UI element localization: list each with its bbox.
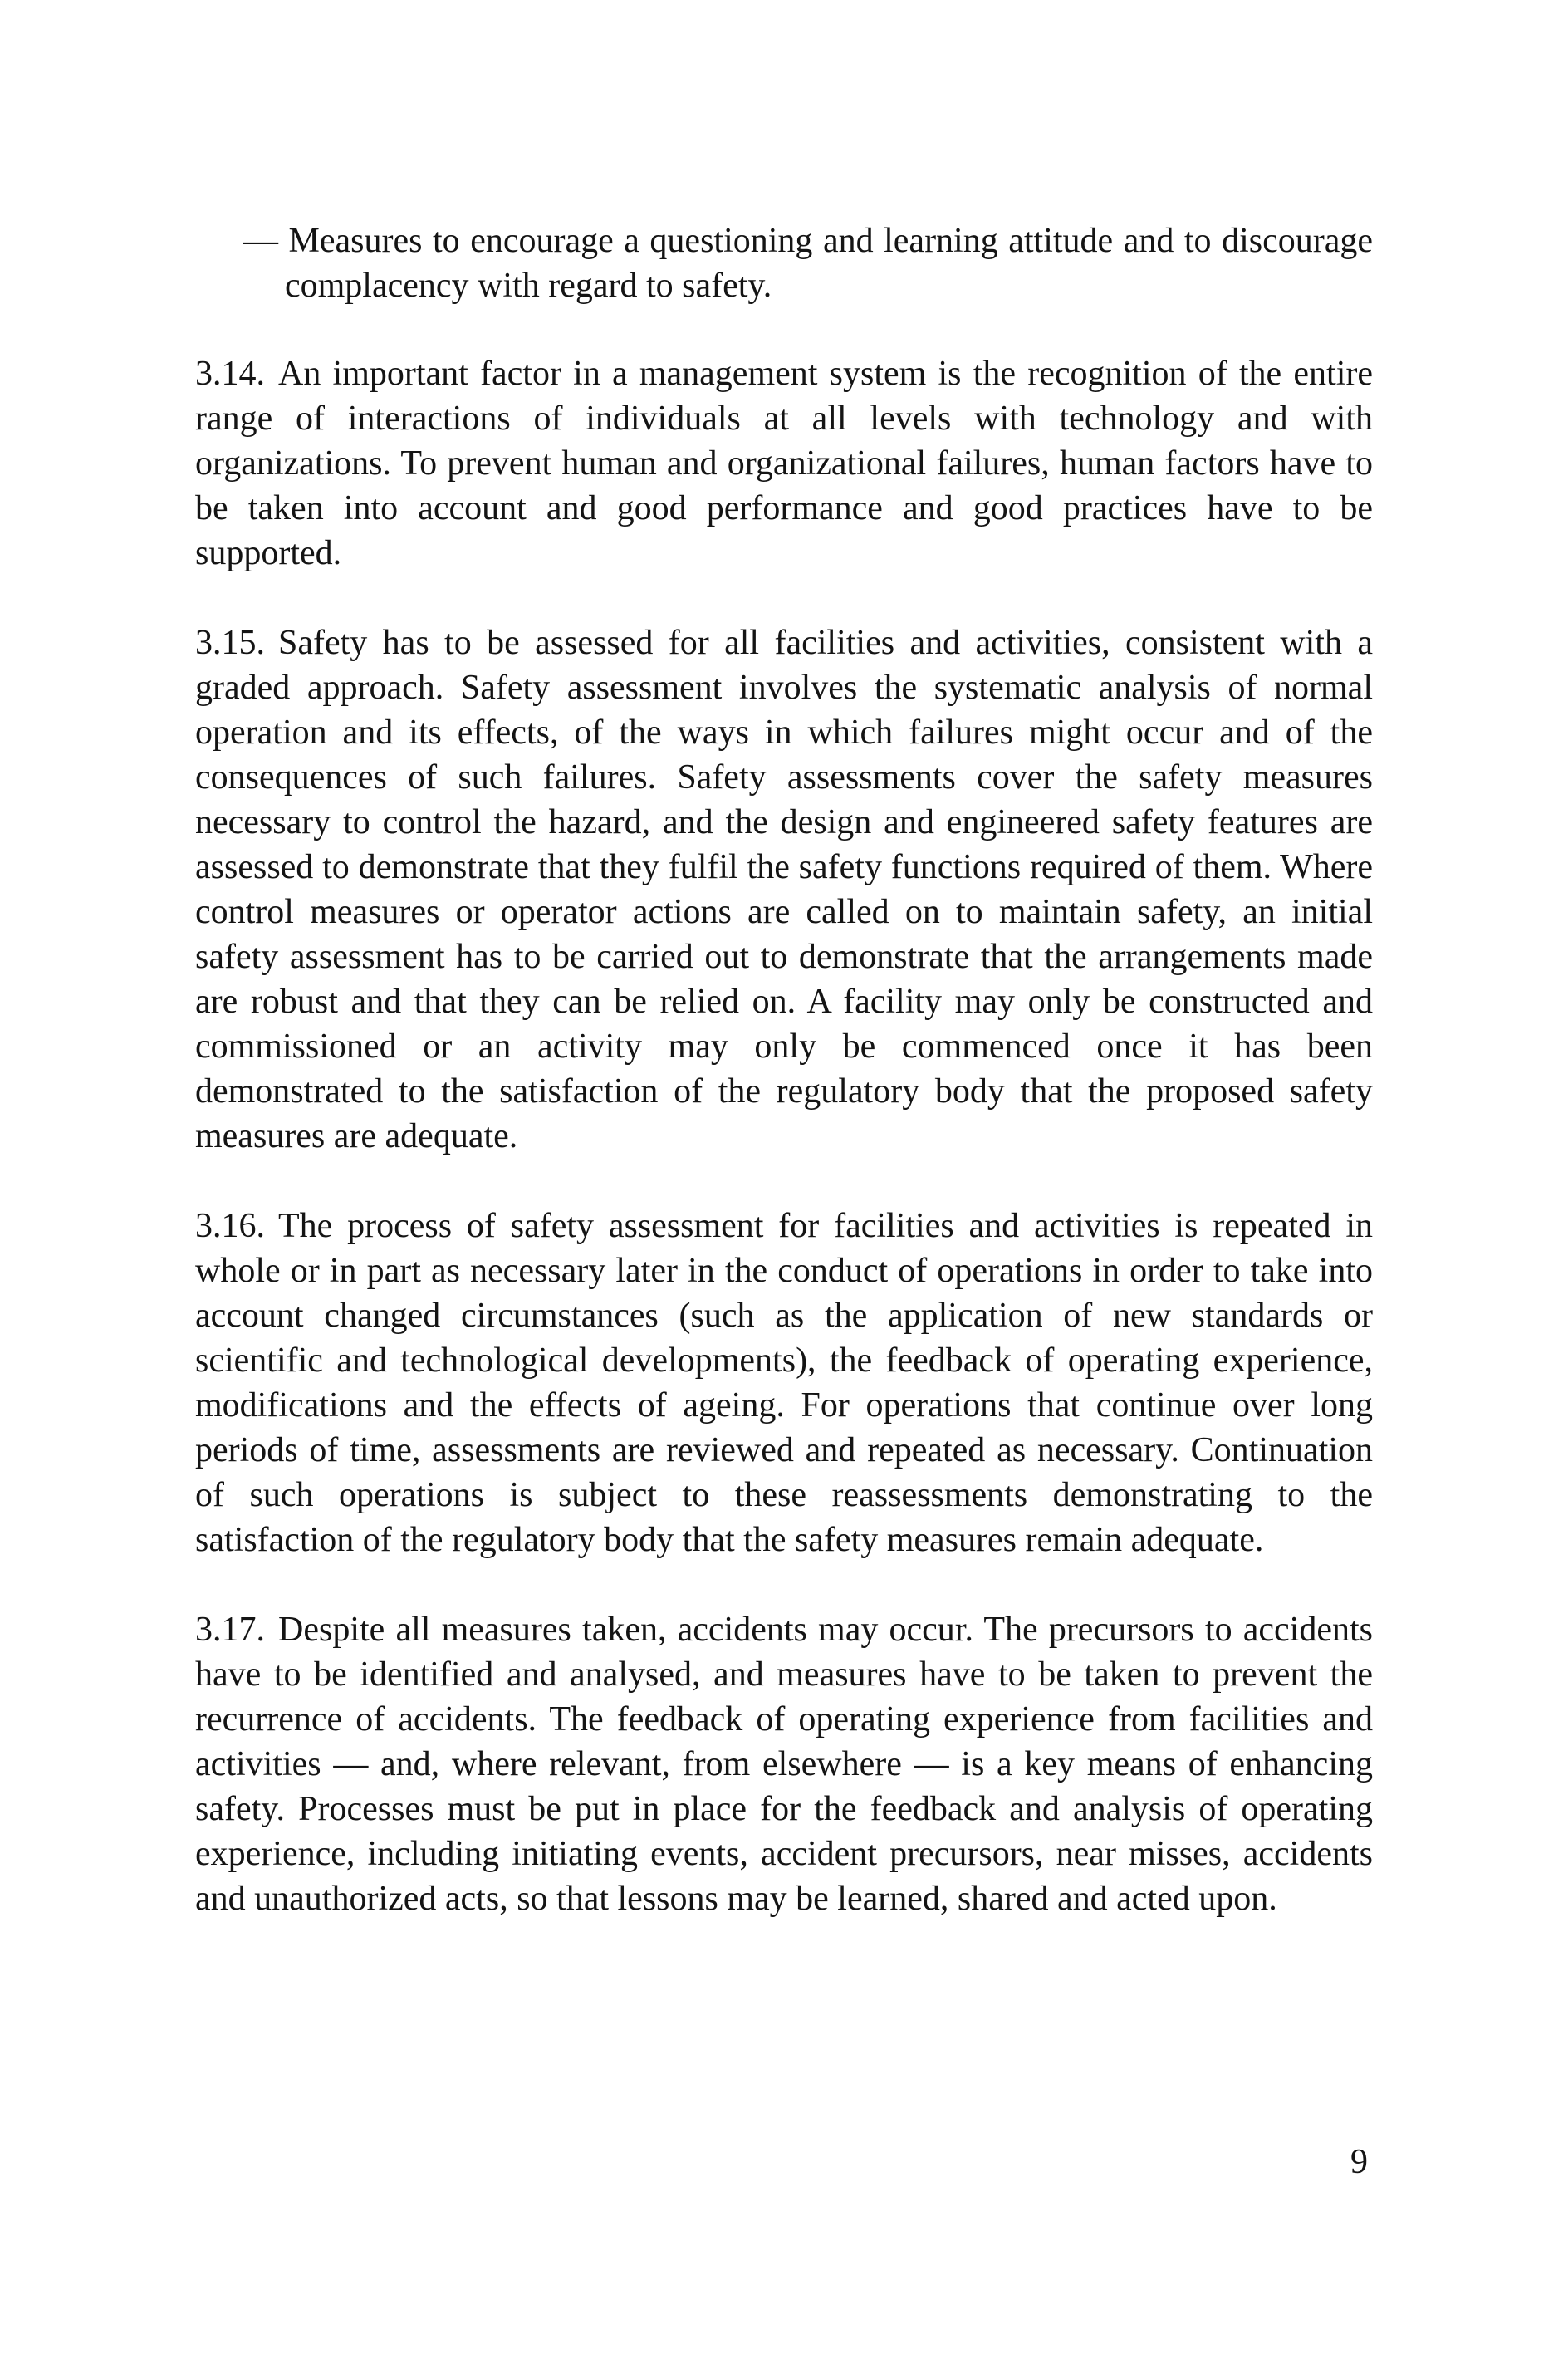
bullet-text: Measures to encourage a questioning and learning attitude and to discourage complacency with regard to safety. [285,222,1374,305]
text-block [195,218,1373,1966]
bullet-dash-marker: — [243,222,278,260]
paragraph-3-17 [195,1607,1373,1921]
paragraph-text: Safety has to be assessed for all facilities and activities, consistent with a graded approach. Safety assessment involves the systematic analysis of normal operation and its effects, of the ways in which failures might occur and of the consequences of such failures. Safety assessments cover the safety measures necessary to control the hazard, and the design and engineered safety features are assessed to demonstrate that they fulfil the safety functions required of them. Where control measures or operator actions are called on to maintain safety, an initial safety assessment has to be carried out to demonstrate that the arrangements made are robust and that they can be relied on. A facility may only be constructed and commissioned or an activity may only be commenced once it has been demonstrated to the satisfaction of the regulatory body that the proposed safety measures are adequate. [195,624,1373,1155]
paragraph-number: 3.15. [195,624,265,662]
paragraph-number: 3.14. [195,355,265,393]
paragraph-number: 3.17. [195,1611,265,1649]
paragraph-text: An important factor in a management system is the recognition of the entire range of interactions of individuals at all levels with technology and with organizations. To prevent human and organizational failures, human factors have to be taken into account and good performance and good practices have to be supported. [195,355,1373,572]
paragraph-3-15 [195,620,1373,1159]
paragraph-text: Despite all measures taken, accidents may occur. The precursors to accidents have to be identified and analysed, and measures have to be taken to prevent the recurrence of accidents. The feedback of operating experience from facilities and activities — and, where relevant, from elsewhere — is a key means of enhancing safety. Processes must be put in place for the feedback and analysis of operating experience, including initiating events, accident precursors, near misses, accidents and unauthorized acts, so that lessons may be learned, shared and acted upon. [195,1611,1373,1918]
paragraph-text: The process of safety assessment for facilities and activities is repeated in whole or in part as necessary later in the conduct of operations in order to take into account changed circumstances (such as the application of new standards or scientific and technological developments), the feedback of operating experience, modifications and the effects of ageing. For operations that continue over long periods of time, assessments are reviewed and repeated as necessary. Continuation of such operations is subject to these reassessments demonstrating to the satisfaction of the regulatory body that the safety measures remain adequate. [195,1207,1373,1559]
bullet-list-item [243,218,1373,308]
paragraph-3-16 [195,1204,1373,1562]
page-number: 9 [1350,2143,1368,2181]
paragraph-number: 3.16. [195,1207,265,1245]
paragraph-3-14 [195,351,1373,576]
